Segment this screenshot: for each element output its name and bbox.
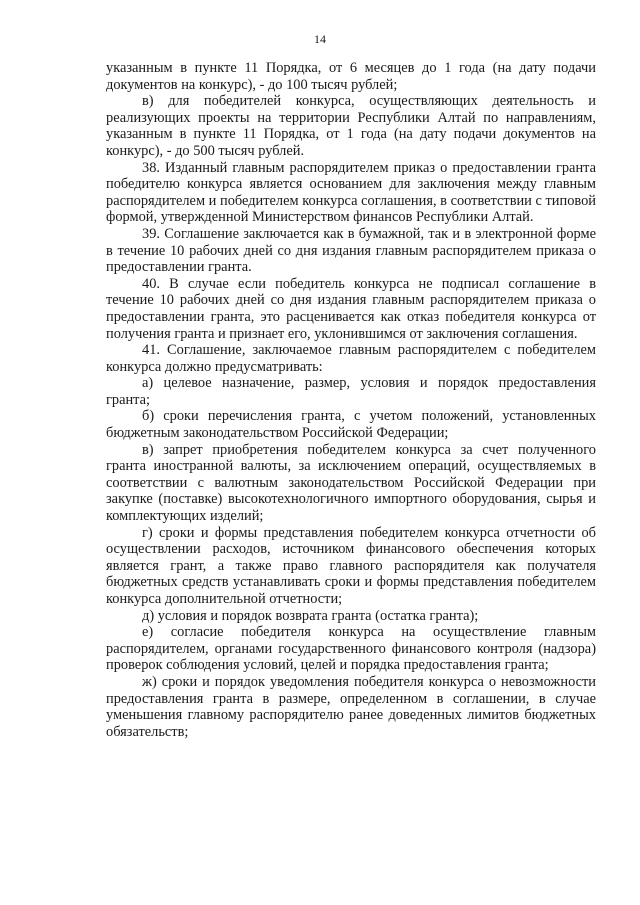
paragraph: е) согласие победителя конкурса на осуществление главным распорядителем, органами государственного финансового контроля (надзора) проверок соблюдения условий, целей и порядка предоставления гранта; [106,624,596,674]
paragraph: в) для победителей конкурса, осуществляющих деятельность и реализующих проекты на территории Республики Алтай по направлениям, указанным в пункте 11 Порядка, от 1 года (на дату подачи документов на конкурс), - до 500 тысяч рублей. [106,93,596,159]
paragraph: а) целевое назначение, размер, условия и порядок предоставления гранта; [106,375,596,408]
paragraph: ж) сроки и порядок уведомления победителя конкурса о невозможности предоставления гранта в размере, определенном в соглашении, в случае уменьшения главному распорядителю ранее доведенных лимитов бюджетных обязательств; [106,673,596,740]
paragraph: 38. Изданный главным распорядителем приказ о предоставлении гранта победителю конкурса является основанием для заключения между главным распорядителем и победителем конкурса соглашения, в соответствии с типовой формой, утвержденной Министерством финансов Республики Алтай. [106,159,596,226]
paragraph: 39. Соглашение заключается как в бумажной, так и в электронной форме в течение 10 рабочих дней со дня издания главным распорядителем приказа о предоставлении гранта. [106,225,596,276]
document-body [106,60,596,740]
paragraph: г) сроки и формы представления победителем конкурса отчетности об осуществлении расходов, источником финансового обеспечения которых является грант, а также право главного распорядителя как получателя бюджетных средств устанавливать сроки и формы представления победителем конкурса дополнительной отчетности; [106,524,596,607]
paragraph: 40. В случае если победитель конкурса не подписал соглашение в течение 10 рабочих дней со дня издания главным распорядителем приказа о предоставлении гранта, это расценивается как отказ победителя конкурса от получения гранта и признает его, уклонившимся от заключения соглашения. [106,275,596,342]
paragraph: д) условия и порядок возврата гранта (остатка гранта); [142,607,479,624]
paragraph: указанным в пункте 11 Порядка, от 6 месяцев до 1 года (на дату подачи документов на конкурс), - до 100 тысяч рублей; [106,60,596,93]
paragraph: в) запрет приобретения победителем конкурса за счет полученного гранта иностранной валюты, за исключением операций, осуществляемых в соответствии с валютным законодательством Российской Федерации при закупке (поставке) высокотехнологичного импортного оборудования, сырья и комплектующих изделий; [106,441,596,525]
page-number: 14 [314,32,326,46]
paragraph: 41. Соглашение, заключаемое главным распорядителем с победителем конкурса должно предусматривать: [106,342,596,375]
paragraph: б) сроки перечисления гранта, с учетом положений, установленных бюджетным законодательством Российской Федерации; [106,408,596,442]
